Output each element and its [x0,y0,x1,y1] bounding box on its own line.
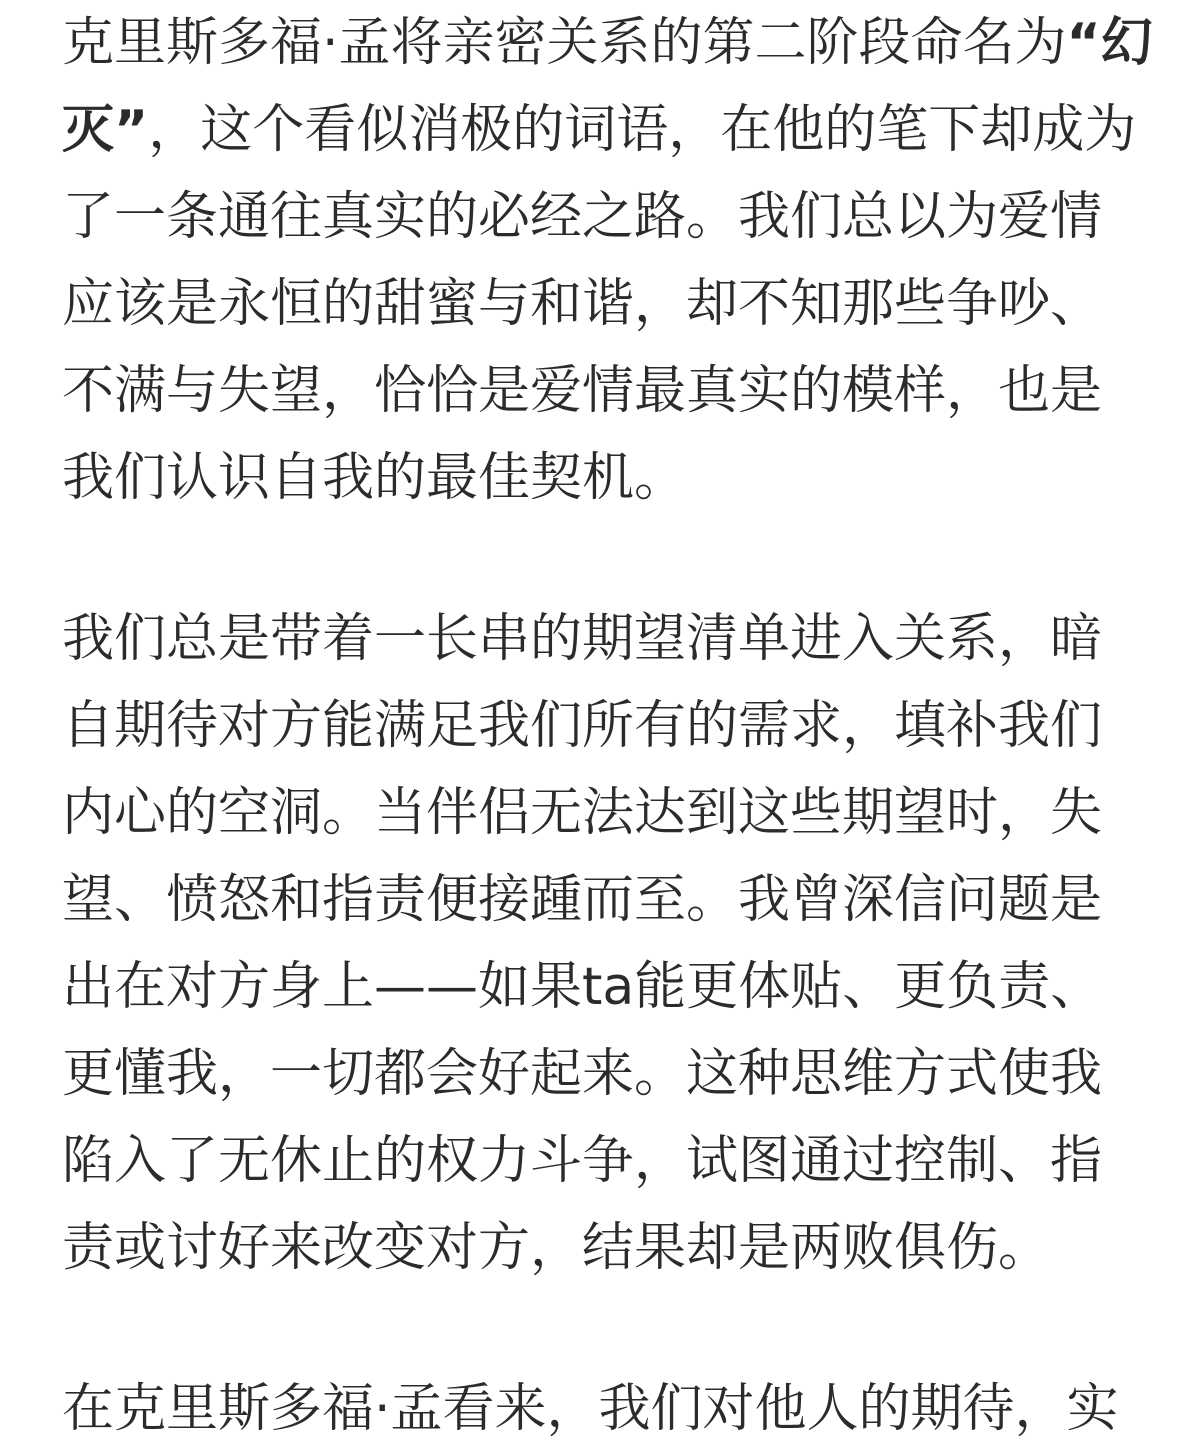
paragraph-text: 克里斯多福·孟将亲密关系的第二阶段命名为 [62,13,1067,73]
paragraph-line: 内心的空洞。当伴侣无法达到这些期望时，失 [62,783,1103,843]
quoted-term: “幻 [1066,13,1153,73]
paragraph-line: 不满与失望，恰恰是爱情最真实的模样，也是 [62,361,1103,421]
paragraph-line: 我们总是带着一长串的期望清单进入关系，暗 [62,609,1103,669]
paragraph-line: 望、愤怒和指责便接踵而至。我曾深信问题是 [62,870,1103,930]
article-body [62,0,1153,1453]
paragraph-spacer [62,1292,1120,1366]
quoted-term: 灭” [62,100,149,160]
paragraph-line: 出在对方身上——如果ta能更体贴、更负责、 [62,957,1103,1017]
paragraph-line: 自期待对方能满足我们所有的需求，填补我们 [62,696,1103,756]
paragraph-line [62,87,1137,174]
paragraph-line: 在克里斯多福·孟看来，我们对他人的期待，实 [62,1379,1119,1439]
paragraph-line: 应该是永恒的甜蜜与和谐，却不知那些争吵、 [62,274,1103,334]
paragraph-line [62,0,1153,87]
paragraph-line: 责或讨好来改变对方，结果却是两败俱伤。 [62,1218,1051,1278]
paragraph-line: 了一条通往真实的必经之路。我们总以为爱情 [62,187,1103,247]
paragraph-line: 我们认识自我的最佳契机。 [62,448,687,508]
paragraph-line: 陷入了无休止的权力斗争，试图通过控制、指 [62,1131,1103,1191]
paragraph-line: 更懂我，一切都会好起来。这种思维方式使我 [62,1044,1103,1104]
paragraph-3 [62,1366,1120,1453]
paragraph-spacer [62,522,1120,596]
paragraph-1 [62,0,1153,522]
paragraph-text: ，这个看似消极的词语，在他的笔下却成为 [148,100,1137,160]
paragraph-2 [62,596,1120,1292]
